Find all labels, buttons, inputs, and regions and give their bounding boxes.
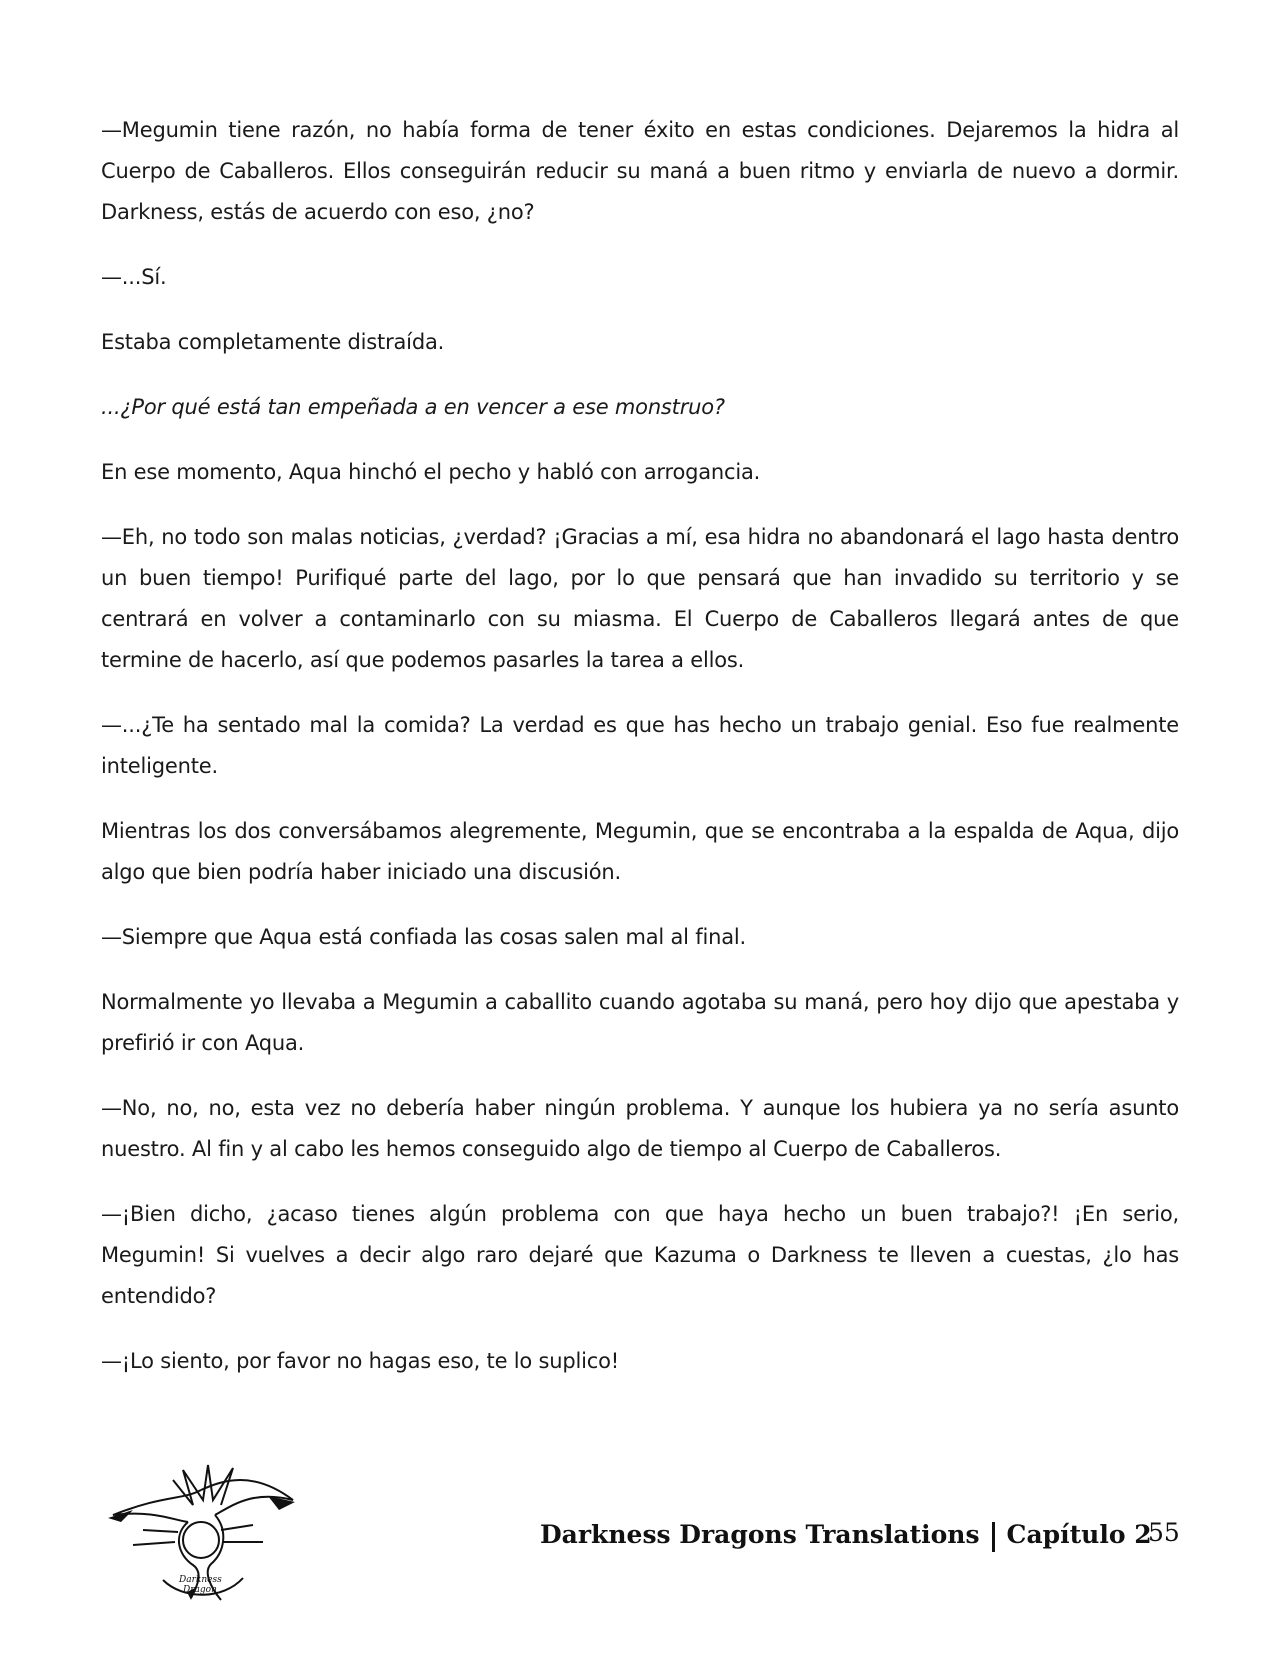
footer-title <box>540 1520 1152 1552</box>
paragraph: —Eh, no todo son malas noticias, ¿verdad? ¡Gracias a mí, esa hidra no abandonará el lago hasta dentro un buen tiempo! Purifiqué parte del lago, por lo que pensará que han invadido su territorio y se centrará en volver a contaminarlo con su miasma. El Cuerpo de Caballeros llegará antes de que termine de hacerlo, así que podemos pasarles la tarea a ellos. <box>101 525 1179 672</box>
paragraph: —¡Lo siento, por favor no hagas eso, te lo suplico! <box>101 1349 619 1373</box>
page-footer <box>0 1460 1280 1620</box>
paragraph: —...Sí. <box>101 265 167 289</box>
page-number: 55 <box>1148 1518 1180 1547</box>
paragraph-italic-thought: ...¿Por qué está tan empeñada a en vencer a ese monstruo? <box>101 395 725 419</box>
dragon-logo-icon <box>103 1460 299 1610</box>
chapter-label: Capítulo 2 <box>1006 1520 1152 1549</box>
paragraph: Estaba completamente distraída. <box>101 330 445 354</box>
paragraph: —Siempre que Aqua está confiada las cosas salen mal al final. <box>101 925 746 949</box>
paragraph: —No, no, no, esta vez no debería haber ningún problema. Y aunque los hubiera ya no sería asunto nuestro. Al fin y al cabo les hemos conseguido algo de tiempo al Cuerpo de Caballeros. <box>101 1096 1179 1161</box>
paragraph: Normalmente yo llevaba a Megumin a caballito cuando agotaba su maná, pero hoy dijo que apestaba y prefirió ir con Aqua. <box>101 990 1179 1055</box>
paragraph: Mientras los dos conversábamos alegremente, Megumin, que se encontraba a la espalda de Aqua, dijo algo que bien podría haber iniciado una discusión. <box>101 819 1179 884</box>
footer-divider <box>992 1522 995 1552</box>
logo-text-2: Dragon <box>183 1585 217 1595</box>
group-name: Darkness Dragons Translations <box>540 1520 980 1549</box>
logo-text-1: Darkness <box>179 1575 222 1585</box>
paragraph: —...¿Te ha sentado mal la comida? La verdad es que has hecho un trabajo genial. Eso fue realmente inteligente. <box>101 713 1179 778</box>
paragraph: —¡Bien dicho, ¿acaso tienes algún problema con que haya hecho un buen trabajo?! ¡En serio, Megumin! Si vuelves a decir algo raro dejaré que Kazuma o Darkness te lleven a cuestas, ¿lo has entendido? <box>101 1202 1179 1308</box>
paragraph: En ese momento, Aqua hinchó el pecho y habló con arrogancia. <box>101 460 761 484</box>
page-body <box>101 110 1179 1406</box>
paragraph: —Megumin tiene razón, no había forma de tener éxito en estas condiciones. Dejaremos la hidra al Cuerpo de Caballeros. Ellos conseguirán reducir su maná a buen ritmo y enviarla de nuevo a dormir. Darkness, estás de acuerdo con eso, ¿no? <box>101 118 1179 224</box>
